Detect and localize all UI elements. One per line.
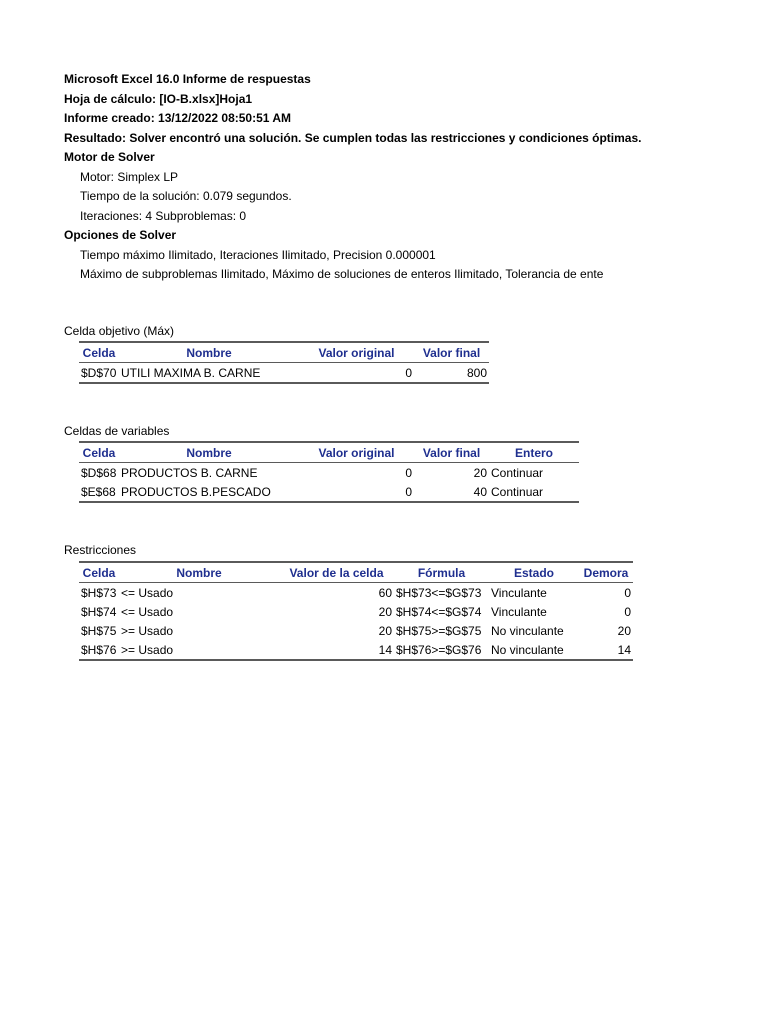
- col-header-nombre: Nombre: [119, 342, 299, 363]
- cell-formula: $H$73<=$G$73: [396, 585, 482, 600]
- col-header-nombre: Nombre: [119, 442, 299, 463]
- col-header-celda: Celda: [79, 342, 119, 363]
- cell-ref: $E$68: [79, 482, 119, 502]
- col-header-entero: Entero: [489, 442, 579, 463]
- options-line-2: Máximo de subproblemas Ilimitado, Máximo de soluciones de enteros Ilimitado, Tolerancia de ente: [80, 267, 604, 281]
- cell-final-value: 800: [414, 363, 489, 384]
- time-line: Tiempo de la solución: 0.079 segundos.: [80, 189, 292, 203]
- cell-status: No vinculante: [491, 623, 564, 638]
- cell-value: 20: [378, 623, 392, 638]
- cell-name: <= Usado: [121, 604, 174, 619]
- cell-integer: Continuar: [491, 465, 544, 480]
- cell-formula: $H$75>=$G$75: [396, 623, 482, 638]
- cell-value: 14: [279, 640, 394, 660]
- col-header-valor-final: Valor final: [414, 442, 489, 463]
- cell-integer: Continuar: [489, 482, 579, 502]
- table-row: [79, 463, 579, 483]
- cell-formula: $H$76>=$G$76: [394, 640, 489, 660]
- options-line-1: Tiempo máximo Ilimitado, Iteraciones Ilimitado, Precision 0.000001: [80, 247, 436, 262]
- cell-ref: $D$70: [79, 363, 119, 384]
- table-row: [79, 482, 579, 502]
- cell-slack: 14: [579, 640, 633, 660]
- cell-value: 20: [378, 604, 392, 619]
- cell-original-value: 0: [405, 465, 412, 480]
- col-header-celda: Celda: [79, 442, 119, 463]
- cell-slack: 0: [624, 585, 631, 600]
- table-header-row: [79, 562, 633, 583]
- motor-section-title: Motor de Solver: [64, 150, 155, 164]
- cell-ref: $H$73: [81, 585, 117, 600]
- cell-original-value: 0: [299, 482, 414, 502]
- result-line: Resultado: Solver encontró una solución. Se cumplen todas las restricciones y condiciones óptimas.: [64, 130, 642, 145]
- cell-name: PRODUCTOS B.PESCADO: [119, 482, 299, 502]
- col-header-estado: Estado: [489, 562, 579, 583]
- cell-status: Vinculante: [491, 585, 547, 600]
- created-line: Informe creado: 13/12/2022 08:50:51 AM: [64, 111, 291, 125]
- cell-name: >= Usado: [119, 640, 279, 660]
- cell-slack: 0: [624, 604, 631, 619]
- cell-status: No vinculante: [489, 640, 579, 660]
- table-row: [79, 602, 633, 621]
- variables-table: [79, 441, 579, 503]
- col-header-valor-original: Valor original: [299, 442, 414, 463]
- constraints-section-title: Restricciones: [64, 543, 137, 557]
- cell-name: <= Usado: [121, 585, 174, 600]
- cell-value: 60: [378, 585, 392, 600]
- cell-formula: $H$74<=$G$74: [396, 604, 482, 619]
- cell-ref: $H$75: [81, 623, 117, 638]
- cell-final-value: 40: [414, 482, 489, 502]
- cell-ref: $H$74: [81, 604, 117, 619]
- cell-slack: 20: [617, 623, 631, 638]
- cell-name: >= Usado: [121, 623, 174, 638]
- col-header-valor-final: Valor final: [414, 342, 489, 363]
- report-header: [64, 70, 644, 285]
- col-header-valor-original: Valor original: [299, 342, 414, 363]
- objective-table: [79, 341, 489, 384]
- motor-line: Motor: Simplex LP: [80, 169, 179, 184]
- col-header-demora: Demora: [579, 562, 633, 583]
- table-row: [79, 363, 489, 384]
- iterations-line: Iteraciones: 4 Subproblemas: 0: [80, 208, 247, 223]
- cell-ref: $D$68: [81, 465, 117, 480]
- table-header-row: [79, 342, 489, 363]
- col-header-celda: Celda: [79, 562, 119, 583]
- options-section-title: Opciones de Solver: [64, 228, 177, 242]
- constraints-table: [79, 561, 633, 661]
- table-row: [79, 583, 633, 603]
- cell-name: UTILI MAXIMA B. CARNE: [119, 363, 299, 384]
- col-header-formula: Fórmula: [394, 562, 489, 583]
- col-header-nombre: Nombre: [119, 562, 279, 583]
- objective-section-title: Celda objetivo (Máx): [64, 324, 175, 338]
- cell-ref: $H$76: [79, 640, 119, 660]
- worksheet-line: Hoja de cálculo: [IO-B.xlsx]Hoja1: [64, 91, 253, 106]
- cell-original-value: 0: [299, 363, 414, 384]
- variables-section-title: Celdas de variables: [64, 424, 170, 438]
- table-header-row: [79, 442, 579, 463]
- cell-final-value: 20: [473, 465, 487, 480]
- report-title: Microsoft Excel 16.0 Informe de respuestas: [64, 72, 311, 86]
- col-header-valor-celda: Valor de la celda: [279, 562, 394, 583]
- table-row: [79, 640, 633, 660]
- cell-name: PRODUCTOS B. CARNE: [121, 465, 258, 480]
- table-row: [79, 621, 633, 640]
- cell-status: Vinculante: [491, 604, 547, 619]
